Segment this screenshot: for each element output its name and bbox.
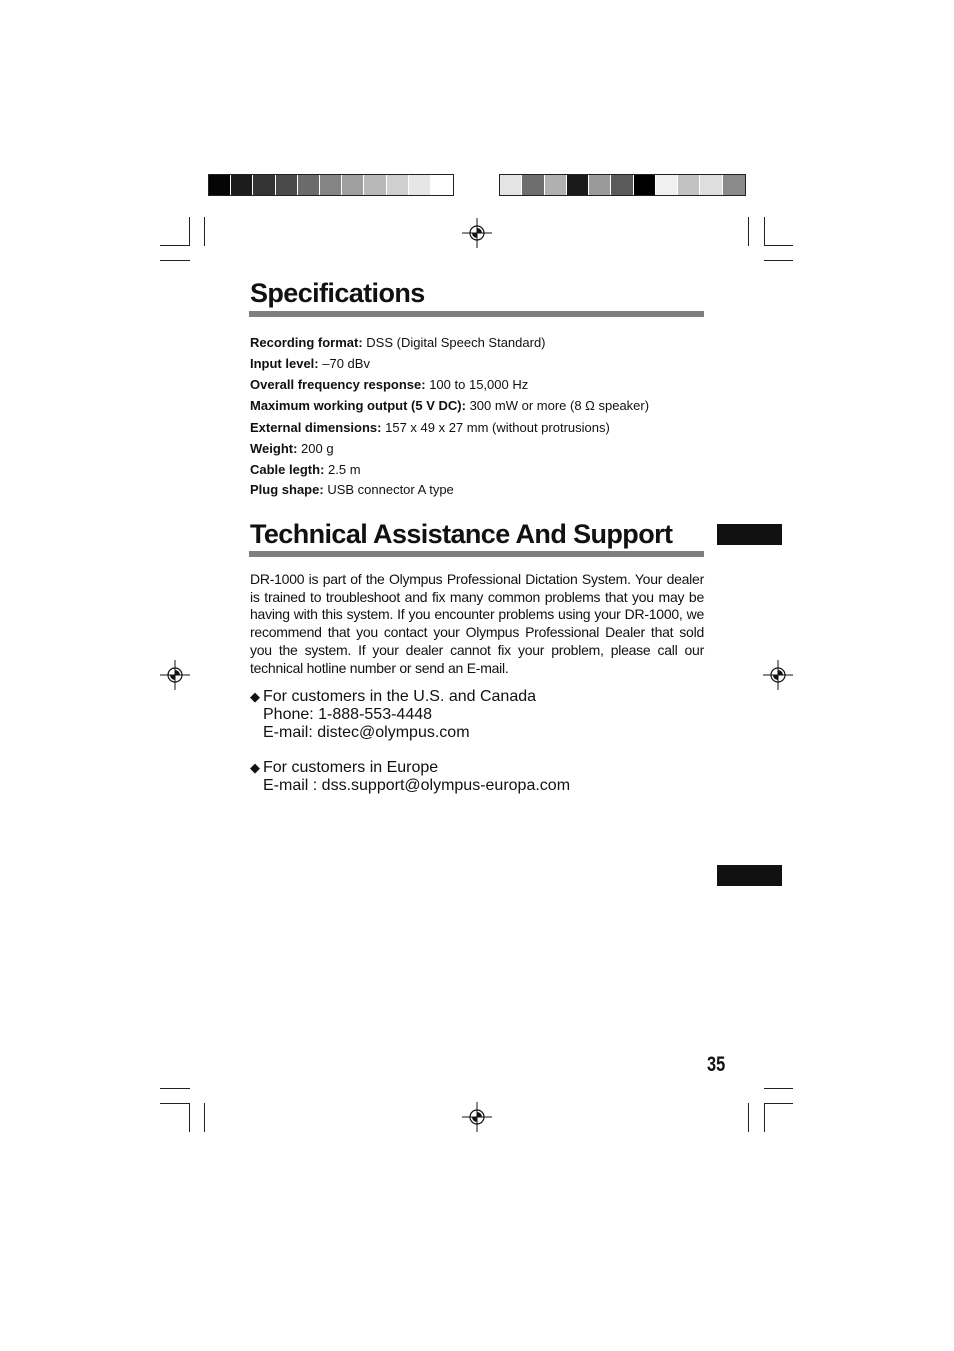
contact-email: E-mail: distec@olympus.com [263, 724, 470, 741]
color-swatch [656, 175, 678, 195]
specifications-list [250, 334, 710, 502]
spec-value: 300 mW or more (8 Ω speaker) [469, 398, 650, 413]
crop-mark [204, 1103, 205, 1132]
color-calibration-bar-left [208, 174, 454, 196]
spec-label: Maximum working output (5 V DC): [250, 398, 466, 413]
spec-label: Recording format: [250, 335, 363, 350]
spec-label: Overall frequency response: [250, 377, 426, 392]
crop-mark [764, 260, 793, 261]
spec-label: Weight: [250, 441, 298, 456]
crop-mark [748, 1103, 749, 1132]
registration-crosshair-icon [462, 1102, 492, 1132]
spec-value: DSS (Digital Speech Standard) [366, 335, 546, 350]
spec-label: External dimensions: [250, 420, 382, 435]
registration-crosshair-icon [763, 660, 793, 690]
crop-mark [764, 1103, 765, 1132]
color-swatch [342, 175, 364, 195]
color-swatch [634, 175, 656, 195]
registration-crosshair-icon [462, 218, 492, 248]
color-swatch [678, 175, 700, 195]
spec-item [250, 440, 710, 461]
crop-mark [764, 1088, 793, 1089]
color-swatch [700, 175, 722, 195]
crop-mark [160, 1088, 190, 1089]
color-swatch [611, 175, 633, 195]
crop-mark [189, 217, 190, 246]
page-number: 35 [707, 1053, 726, 1076]
color-swatch [500, 175, 522, 195]
color-swatch [567, 175, 589, 195]
contact-heading: ◆ For customers in Europe [250, 759, 439, 776]
color-swatch [723, 175, 745, 195]
registration-crosshair-icon [160, 660, 190, 690]
crop-mark [764, 245, 793, 246]
diamond-bullet-icon: ◆ [250, 689, 260, 704]
spec-value: 2.5 m [328, 462, 361, 477]
contact-block-europe [250, 759, 570, 795]
spec-label: Cable legth: [250, 462, 325, 477]
color-swatch [431, 175, 453, 195]
section-rule [249, 551, 704, 557]
contact-phone: Phone: 1-888-553-4448 [263, 706, 433, 723]
specifications-title: Specifications [250, 278, 425, 308]
crop-mark [160, 1103, 190, 1104]
crop-mark [764, 1103, 793, 1104]
color-swatch [253, 175, 275, 195]
spec-item [250, 461, 710, 481]
spec-item [250, 334, 710, 355]
color-swatch [276, 175, 298, 195]
color-swatch [209, 175, 231, 195]
spec-value: –70 dBv [322, 356, 370, 371]
color-swatch [320, 175, 342, 195]
contact-block-us-canada [250, 688, 536, 742]
color-calibration-bar-right [499, 174, 746, 196]
spec-label: Plug shape: [250, 482, 324, 497]
color-swatch [364, 175, 386, 195]
color-swatch [387, 175, 409, 195]
section-tab-marker [717, 865, 782, 886]
crop-mark [160, 260, 190, 261]
spec-value: USB connector A type [327, 482, 454, 497]
contact-email: E-mail : dss.support@olympus-europa.com [263, 777, 571, 794]
spec-value: 200 g [301, 441, 334, 456]
crop-mark [204, 217, 205, 246]
color-swatch [298, 175, 320, 195]
color-swatch [545, 175, 567, 195]
color-swatch [522, 175, 544, 195]
spec-item [250, 397, 710, 419]
spec-value: 157 x 49 x 27 mm (without protrusions) [385, 420, 610, 435]
crop-mark [160, 245, 190, 246]
spec-item [250, 355, 710, 376]
color-swatch [409, 175, 431, 195]
spec-value: 100 to 15,000 Hz [429, 377, 529, 392]
spec-label: Input level: [250, 356, 319, 371]
diamond-bullet-icon: ◆ [250, 760, 260, 775]
spec-item [250, 419, 710, 440]
section-rule [249, 311, 704, 317]
spec-item [250, 481, 710, 502]
color-swatch [589, 175, 611, 195]
support-paragraph: DR-1000 is part of the Olympus Professional Dictation System. Your dealer is trained to troubleshoot and fix many common problems that you may be having with this system. If you encounter problems using your DR-1000, we recommend that you contact your Olympus Professional Dealer that sold you the system. If your dealer cannot fix your problem, please call our technical hotline number or send an E-mail. [250, 571, 704, 676]
support-title: Technical Assistance And Support [250, 519, 673, 549]
crop-mark [189, 1103, 190, 1132]
crop-mark [764, 217, 765, 246]
contact-heading: ◆ For customers in the U.S. and Canada [250, 688, 537, 705]
spec-item [250, 376, 710, 397]
color-swatch [231, 175, 253, 195]
crop-mark [748, 217, 749, 246]
section-tab-marker [717, 524, 782, 545]
